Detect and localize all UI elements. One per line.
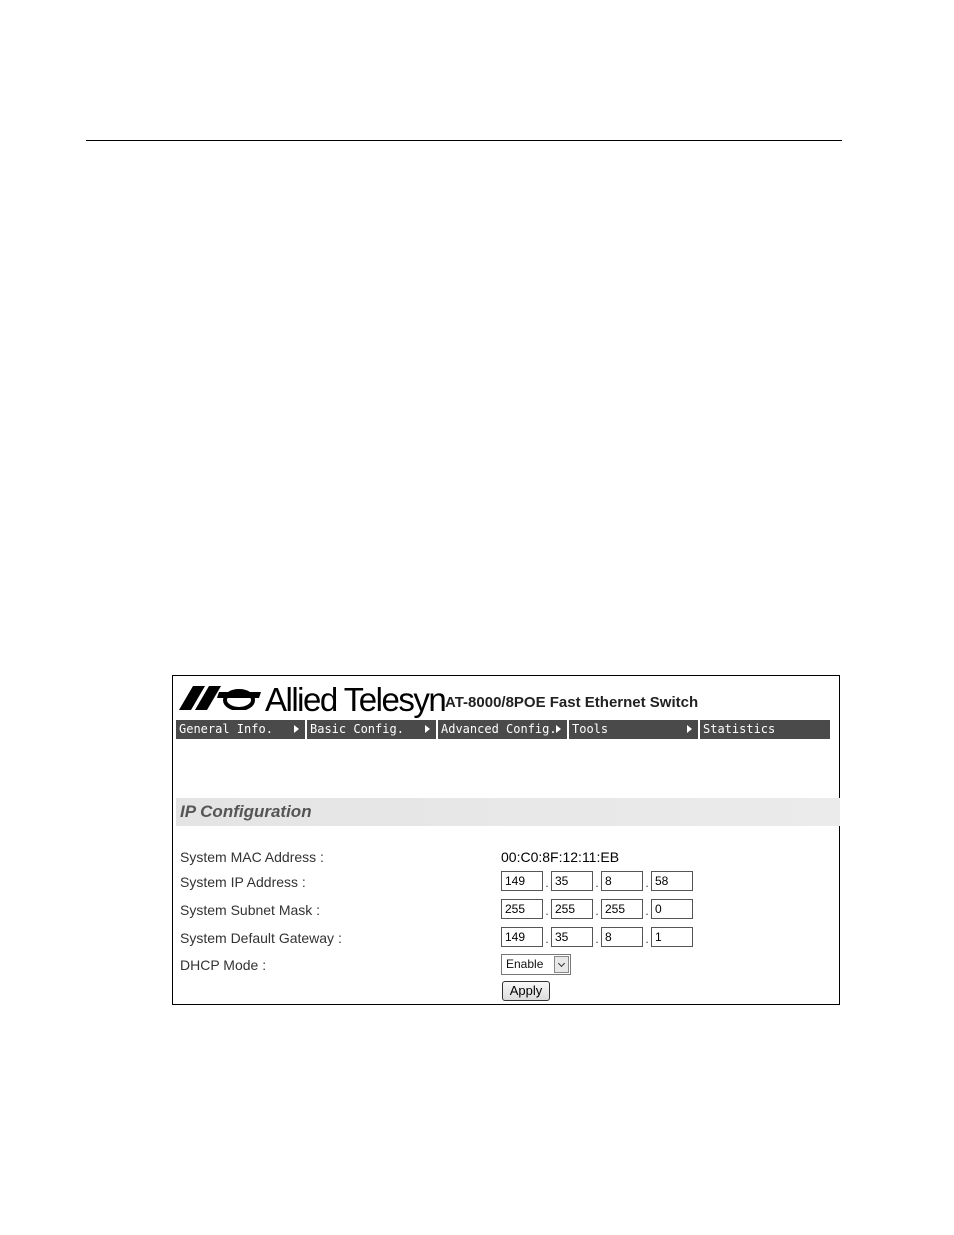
mac-address-label: System MAC Address : (180, 849, 324, 865)
ip-address-input-group (501, 871, 693, 891)
mac-address-value: 00:C0:8F:12:11:EB (501, 849, 620, 865)
ip-octet-4-input[interactable] (651, 871, 693, 891)
ip-address-label: System IP Address : (180, 874, 306, 890)
gateway-octet-3-input[interactable] (601, 927, 643, 947)
submenu-arrow-icon (294, 725, 299, 733)
ip-octet-3-input[interactable] (601, 871, 643, 891)
section-header (176, 798, 840, 826)
mac-address-row (180, 846, 830, 868)
brand-name: Allied Telesyn (265, 681, 446, 718)
ip-octet-1-input[interactable] (501, 871, 543, 891)
dhcp-mode-select[interactable] (501, 954, 571, 975)
octet-separator: . (595, 876, 599, 890)
submenu-arrow-icon (687, 725, 692, 733)
octet-separator: . (595, 932, 599, 946)
octet-separator: . (545, 932, 549, 946)
main-menu (176, 720, 830, 739)
menu-label: Statistics (703, 722, 776, 736)
menu-label: Advanced Config. (441, 722, 557, 736)
subnet-mask-label: System Subnet Mask : (180, 902, 321, 918)
dhcp-mode-selected-value: Enable (506, 957, 544, 971)
allied-telesyn-logo-icon (179, 686, 261, 710)
gateway-octet-4-input[interactable] (651, 927, 693, 947)
octet-separator: . (595, 904, 599, 918)
subnet-mask-row (180, 899, 830, 921)
octet-separator: . (645, 876, 649, 890)
dhcp-mode-row (180, 954, 830, 976)
ip-address-row (180, 871, 830, 893)
mask-octet-3-input[interactable] (601, 899, 643, 919)
menu-advanced-config[interactable] (438, 720, 567, 739)
mask-octet-1-input[interactable] (501, 899, 543, 919)
browser-content-frame (172, 675, 840, 1005)
ip-octet-2-input[interactable] (551, 871, 593, 891)
page-divider (86, 140, 842, 141)
menu-label: Basic Config. (310, 722, 404, 736)
menu-tools[interactable] (569, 720, 698, 739)
apply-button[interactable]: Apply (502, 981, 550, 1001)
dropdown-toggle[interactable] (554, 956, 569, 973)
menu-statistics[interactable] (700, 720, 830, 739)
default-gateway-label: System Default Gateway : (180, 930, 342, 946)
menu-label: General Info. (179, 722, 273, 736)
submenu-arrow-icon (425, 725, 430, 733)
product-name: AT-8000/8POE Fast Ethernet Switch (445, 694, 699, 711)
submenu-arrow-icon (556, 725, 561, 733)
header (179, 680, 829, 720)
octet-separator: . (645, 932, 649, 946)
dhcp-mode-label: DHCP Mode : (180, 957, 267, 973)
mask-octet-2-input[interactable] (551, 899, 593, 919)
menu-label: Tools (572, 722, 609, 736)
gateway-octet-1-input[interactable] (501, 927, 543, 947)
subnet-mask-input-group (501, 899, 693, 919)
gateway-octet-2-input[interactable] (551, 927, 593, 947)
menu-general-info[interactable] (176, 720, 305, 739)
section-title: IP Configuration (180, 802, 312, 821)
octet-separator: . (545, 904, 549, 918)
menu-basic-config[interactable] (307, 720, 436, 739)
octet-separator: . (545, 876, 549, 890)
default-gateway-row (180, 927, 830, 949)
octet-separator: . (645, 904, 649, 918)
chevron-down-icon (558, 959, 565, 966)
default-gateway-input-group (501, 927, 693, 947)
mask-octet-4-input[interactable] (651, 899, 693, 919)
